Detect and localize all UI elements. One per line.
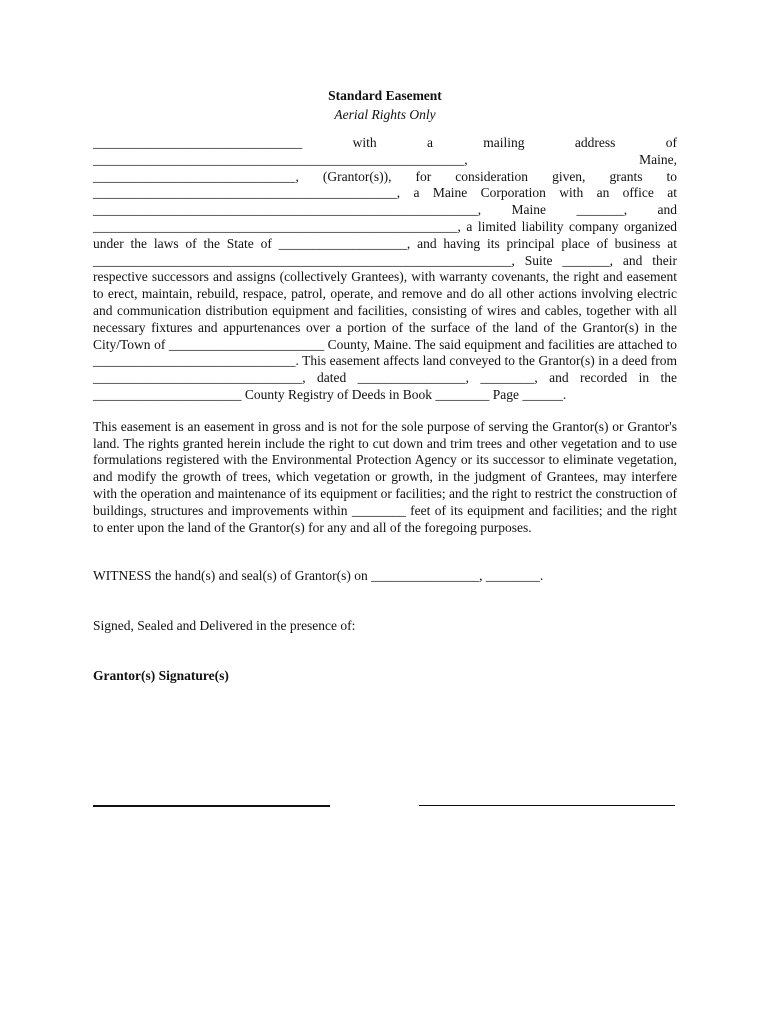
grantor-signature-line[interactable] [419,805,675,806]
document-title: Standard Easement [328,88,442,103]
grantor-signature-heading: Grantor(s) Signature(s) [93,667,229,683]
signed-sealed-statement: Signed, Sealed and Delivered in the presence of: [93,618,356,634]
signature-lines [93,805,677,809]
document-subtitle: Aerial Rights Only [334,107,436,122]
document-page [93,86,677,685]
witness-statement: WITNESS the hand(s) and seal(s) of Grantor(s) on ________________, ________. [93,568,544,584]
easement-grant-paragraph: _______________________________ with a mailing address of _______________________________________________________, Maine, ______________________________, (Grantor(s)), for consideration given, grants to _____________________________________________, a Maine Corporation with an office at _________________________________________________________, Maine _______, and ______________________________________________________, a limited liability company organized under the laws of the State of ___________________, and having its principal place of business at ______________________________________________________________, Suite _______, and their respective successors and assigns (collectively Grantees), with warranty covenants, the right and easement to erect, maintain, rebuild, respace, patrol, operate, and remove and do all other actions involving electric and communication distribution equipment and facilities, consisting of wires and cables, together with all necessary fixtures and appurtenances over a portion of the surface of the land of the Grantor(s) in the City/Town of _______________________ County, Maine. The said equipment and facilities are attached to ______________________________. This easement affects land conveyed to the Grantor(s) in a deed from _______________________________, dated ________________, ________, and recorded in the ______________________ County Registry of Deeds in Book ________ Page ______. [93,135,677,402]
easement-terms-paragraph: This easement is an easement in gross and is not for the sole purpose of serving the Grantor(s) or Grantor's land. The rights granted herein include the right to cut down and trim trees and other vegetation and to use formulations registered with the Environmental Protection Agency or its successor to eliminate vegetation, and modify the growth of trees, which vegetation or growth, in the judgment of Grantees, may interfere with the operation and maintenance of its equipment or facilities; and the right to restrict the construction of buildings, structures and improvements within ________ feet of its equipment and facilities; and the right to enter upon the land of the Grantor(s) for any and all of the foregoing purposes. [93,418,677,535]
witness-signature-line[interactable] [93,805,330,807]
